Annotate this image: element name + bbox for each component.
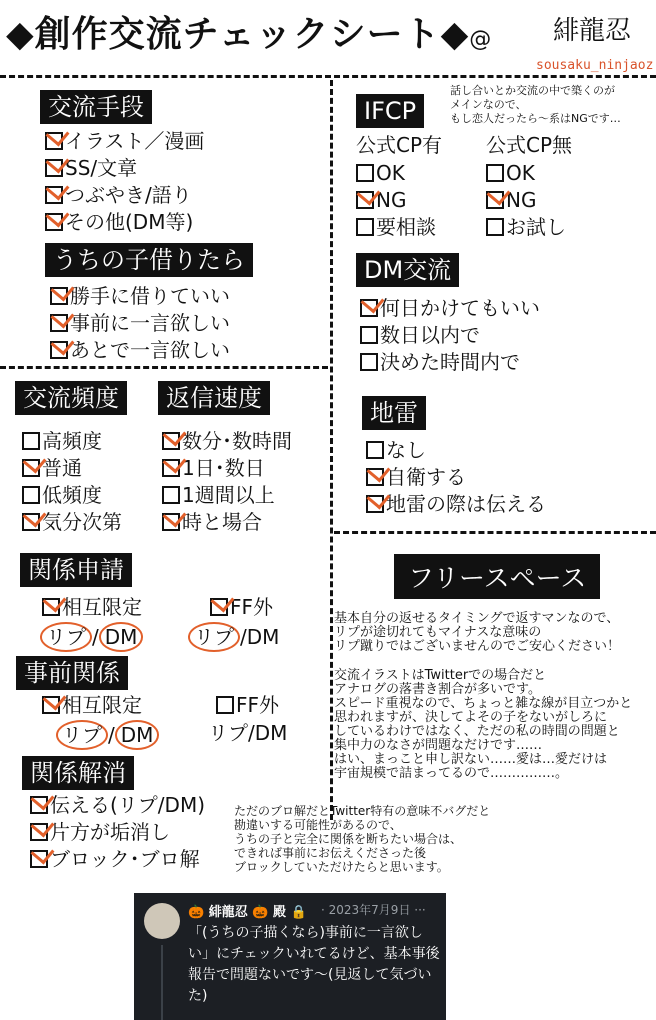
checked-box-icon[interactable] <box>30 850 48 868</box>
divider-vertical <box>330 80 333 820</box>
note-line: 基本自分の返せるタイミングで返すマンなので、 <box>334 611 620 626</box>
checked-box-icon[interactable] <box>22 513 40 531</box>
relation-request-mutual-sub: リプ / DM <box>40 622 143 652</box>
option-label: NG <box>376 188 407 212</box>
option-label: 低頻度 <box>42 483 102 507</box>
checkbox-option[interactable] <box>45 155 204 182</box>
checked-box-icon[interactable] <box>360 299 378 317</box>
note-line: ただのブロ解だとTwitter特有の意味不バグだと <box>234 804 491 818</box>
checked-box-icon[interactable] <box>50 341 68 359</box>
checked-box-icon[interactable] <box>22 459 40 477</box>
frequency-options <box>22 428 122 536</box>
ifcp-col1-title: 公式CP有 <box>356 133 443 157</box>
checkbox-option[interactable] <box>486 214 566 241</box>
option-label: SS/文章 <box>65 156 138 180</box>
checkbox-option[interactable] <box>30 846 205 873</box>
checkbox-option[interactable] <box>356 187 436 214</box>
checkbox-option[interactable] <box>45 128 204 155</box>
exchange-means-label: 交流手段 <box>40 90 152 124</box>
author-name: 緋龍忍 <box>553 16 632 46</box>
option-label: 地雷の際は伝える <box>386 492 546 516</box>
dm-label: DM交流 <box>356 253 459 287</box>
prior-relation-mutual-sub: リプ / DM <box>56 720 159 750</box>
note-line: 交流イラストはTwitterでの場合だと <box>334 668 547 683</box>
ifcp-col2-options <box>486 160 566 241</box>
checkbox-option[interactable] <box>360 295 540 322</box>
note-line: スピード重視なので、ちょっと雑な線が目立つかと <box>334 696 633 711</box>
ifcp-col1-options <box>356 160 436 241</box>
option-label: 伝える(リプ/DM) <box>50 793 205 817</box>
note-line: うちの子と完全に関係を断ちたい場合は、 <box>234 832 463 846</box>
divider-right-mid <box>334 531 656 534</box>
free-space-para1 <box>334 612 620 654</box>
option-label: 1週間以上 <box>182 483 275 507</box>
frequency-label: 交流頻度 <box>15 381 127 415</box>
free-space-label: フリースペース <box>394 554 600 599</box>
option-label: 普通 <box>42 456 82 480</box>
landmine-options <box>366 437 546 518</box>
option-label: 何日かけてもいい <box>380 296 540 320</box>
checked-box-icon[interactable] <box>45 159 63 177</box>
prior-relation-ff-sub: リプ/DM <box>208 721 288 745</box>
checked-box-icon[interactable] <box>486 191 504 209</box>
option-label: 決めた時間内で <box>380 350 520 374</box>
checked-box-icon[interactable] <box>45 213 63 231</box>
borrow-options <box>50 283 230 364</box>
option-label: お試し <box>506 215 566 239</box>
note-line: アナログの落書き割合が多いです。 <box>334 682 541 697</box>
reply-tweet[interactable] <box>134 893 446 1020</box>
checked-box-icon[interactable] <box>366 468 384 486</box>
checked-box-icon[interactable] <box>50 314 68 332</box>
relation-end-label: 関係解消 <box>22 756 134 790</box>
note-line: 勘違いする可能性があるので、 <box>234 818 402 832</box>
unchecked-box-icon[interactable] <box>22 486 40 504</box>
checkbox-option[interactable] <box>50 283 230 310</box>
checked-box-icon[interactable] <box>162 432 180 450</box>
prior-relation-mutual: 相互限定 <box>42 692 142 719</box>
option-label: 1日･数日 <box>182 456 265 480</box>
checked-box-icon[interactable] <box>50 287 68 305</box>
checkbox-option[interactable] <box>22 428 122 455</box>
reply-speed-label: 返信速度 <box>158 381 270 415</box>
checkbox-option[interactable] <box>486 187 566 214</box>
checkbox-option[interactable] <box>366 437 546 464</box>
checkbox-option[interactable] <box>22 482 122 509</box>
option-label: ブロック･ブロ解 <box>50 847 200 871</box>
option-label: 要相談 <box>376 215 436 239</box>
option-label: 気分次第 <box>42 510 122 534</box>
unchecked-box-icon[interactable] <box>486 218 504 236</box>
checkbox-option[interactable] <box>45 209 204 236</box>
relation-request-ff-sub: リプ /DM <box>188 622 279 652</box>
note-line: 集中力のなさが問題なだけです…… <box>334 738 543 753</box>
unchecked-box-icon[interactable] <box>360 353 378 371</box>
option-label: 数分･数時間 <box>182 429 292 453</box>
option-label: その他(DM等) <box>65 210 194 234</box>
tweet-date[interactable]: · 2023年7月9日 ··· <box>321 903 426 917</box>
tweet-author[interactable]: 🎃 緋龍忍 🎃 殿 🔒 <box>188 905 307 920</box>
divider-top <box>0 75 656 78</box>
unchecked-box-icon[interactable] <box>360 326 378 344</box>
tweet-body: 「(うちの子描くなら)事前に一言欲しい」にチェックいれてるけど、基本事後報告で問題ないです～(見返して気づいた) <box>188 925 440 1004</box>
unchecked-box-icon[interactable] <box>486 164 504 182</box>
unchecked-box-icon[interactable] <box>366 441 384 459</box>
unchecked-box-icon[interactable] <box>22 432 40 450</box>
note-line: はい、まっこと申し訳ない……愛は…愛だけは <box>334 752 608 767</box>
checked-box-icon[interactable] <box>30 796 48 814</box>
divider-left-mid <box>0 366 328 369</box>
checkbox-option[interactable] <box>360 322 540 349</box>
exchange-means-options <box>45 128 204 236</box>
avatar[interactable] <box>144 903 180 939</box>
checked-box-icon[interactable] <box>45 132 63 150</box>
checked-box-icon[interactable] <box>162 459 180 477</box>
option-label: OK <box>506 161 535 185</box>
checkbox-option[interactable] <box>22 509 122 536</box>
option-label: 事前に一言欲しい <box>70 311 230 335</box>
ifcp-label: IFCP <box>356 94 424 128</box>
option-label: イラスト／漫画 <box>65 129 205 153</box>
checkbox-option[interactable] <box>360 349 540 376</box>
checkbox-option[interactable] <box>356 214 436 241</box>
checked-box-icon[interactable] <box>45 186 63 204</box>
option-label: 高頻度 <box>42 429 102 453</box>
landmine-label: 地雷 <box>362 396 426 430</box>
option-label: 時と場合 <box>182 510 262 534</box>
prior-relation-label: 事前関係 <box>16 656 128 690</box>
prior-relation-ff-out: FF外 <box>216 692 279 719</box>
note-line: できれば事前にお伝えくださった後 <box>234 846 427 860</box>
option-label: OK <box>376 161 405 185</box>
checkbox-option[interactable] <box>366 491 546 518</box>
checkbox-option[interactable] <box>30 819 205 846</box>
borrow-label: うちの子借りたら <box>45 243 253 277</box>
checkbox-option[interactable] <box>30 792 205 819</box>
author-handle: sousaku_ninjaoz <box>536 58 654 73</box>
option-label: 勝手に借りていい <box>70 284 230 308</box>
relation-request-ff-out: FF外 <box>210 594 273 621</box>
note-line: リプが途切れてもマイナスな意味の <box>334 625 542 640</box>
relation-end-options <box>30 792 205 873</box>
option-label: 自衛する <box>386 465 466 489</box>
checked-box-icon[interactable] <box>356 191 374 209</box>
checkbox-option[interactable] <box>50 310 230 337</box>
checked-box-icon[interactable] <box>162 513 180 531</box>
checkbox-option[interactable] <box>162 509 292 536</box>
relation-request-label: 関係申請 <box>20 553 132 587</box>
unchecked-box-icon[interactable] <box>356 164 374 182</box>
option-label: 片方が垢消し <box>50 820 170 844</box>
checkbox-option[interactable] <box>162 482 292 509</box>
free-space-para2 <box>334 669 632 781</box>
option-label: なし <box>386 438 426 462</box>
option-label: つぶやき/語り <box>65 183 192 207</box>
checked-box-icon[interactable] <box>366 495 384 513</box>
note-line: 思われますが、決してよその子をないがしろに <box>334 710 608 725</box>
note-line: リプ蹴りではございませんのでご安心ください！ <box>334 639 621 654</box>
checkbox-option[interactable] <box>162 428 292 455</box>
option-label: あとで一言欲しい <box>70 338 230 362</box>
sheet-title: ◆創作交流チェックシート◆@ <box>6 14 493 55</box>
checkbox-option[interactable] <box>162 455 292 482</box>
ifcp-note <box>450 84 621 126</box>
note-line: ブロックしていただけたらと思います。 <box>234 860 449 874</box>
checked-box-icon[interactable] <box>30 823 48 841</box>
checkbox-option[interactable] <box>366 464 546 491</box>
checkbox-option[interactable] <box>45 182 204 209</box>
unchecked-box-icon[interactable] <box>162 486 180 504</box>
option-label: NG <box>506 188 537 212</box>
note-line: メインなので、 <box>450 98 527 111</box>
note-line: しているわけではなく、ただの私の時間の問題と <box>334 724 620 739</box>
relation-request-mutual: 相互限定 <box>42 594 142 621</box>
ifcp-col2-title: 公式CP無 <box>486 133 573 157</box>
relation-end-note <box>234 804 490 874</box>
note-line: 宇宙規模で詰まってるので……………。 <box>334 766 569 781</box>
note-line: 話し合いとか交流の中で築くのが <box>450 84 615 97</box>
unchecked-box-icon[interactable] <box>356 218 374 236</box>
option-label: 数日以内で <box>380 323 480 347</box>
reply-speed-options <box>162 428 292 536</box>
checkbox-option[interactable] <box>50 337 230 364</box>
dm-options <box>360 295 540 376</box>
thread-line <box>161 945 163 1020</box>
checkbox-option[interactable] <box>22 455 122 482</box>
note-line: もし恋人だったら～系はNGです… <box>450 112 621 125</box>
